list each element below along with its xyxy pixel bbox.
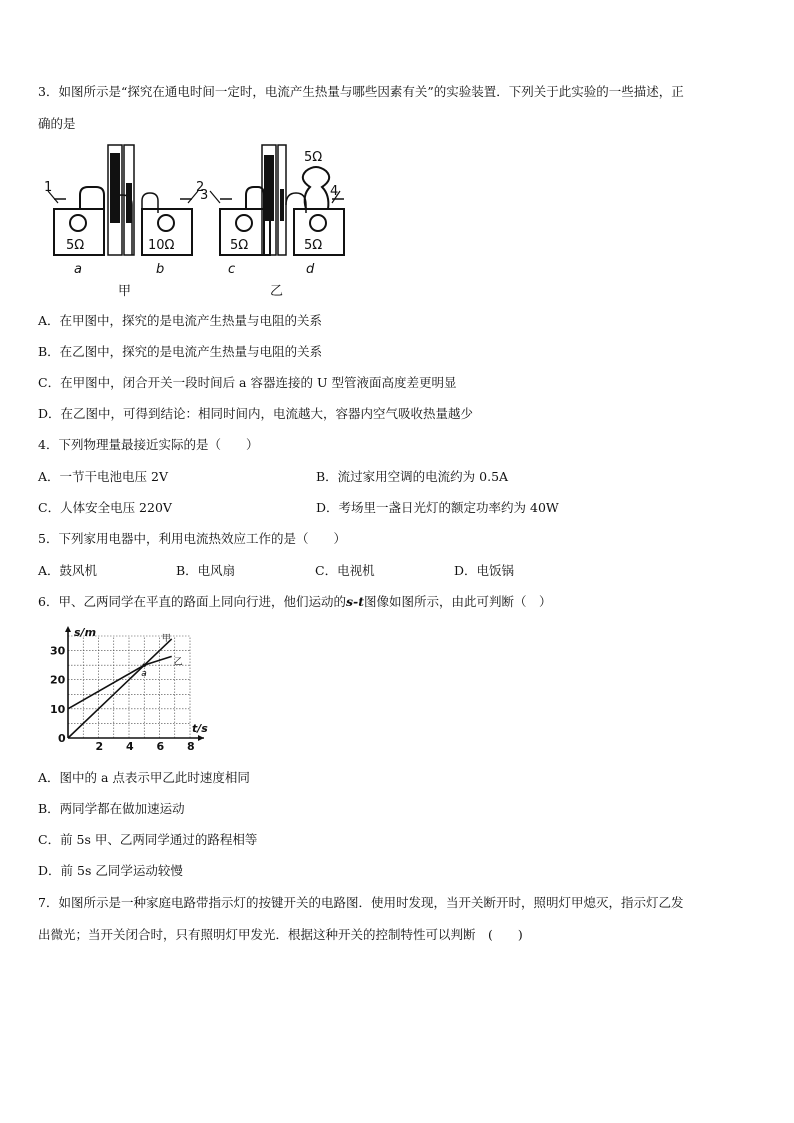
label-1: 1	[44, 180, 53, 195]
q6-stem	[38, 594, 551, 610]
x-axis-arrow	[198, 735, 204, 741]
q6-option-c: C．前 5s 甲、乙两同学通过的路程相等	[38, 832, 258, 847]
caption-yi: 乙	[270, 284, 284, 299]
y-axis-label: s/m	[74, 626, 97, 639]
series-label: 乙	[173, 657, 183, 668]
caption-jia: 甲	[118, 284, 132, 299]
q5-option-d: D．电饭锅	[454, 563, 515, 578]
y-tick-label: 20	[50, 673, 66, 687]
y-tick-label: 30	[50, 644, 66, 658]
q6-stem-var: s-t	[345, 594, 364, 609]
q3-option-c: C．在甲图中，闭合开关一段时间后 a 容器连接的 U 型管液面高度差更明显	[38, 375, 457, 390]
y-tick-label: 10	[50, 702, 66, 716]
q5-option-a: A．鼓风机	[38, 563, 98, 578]
q4-option-b: B．流过家用空调的电流约为 0.5A	[316, 469, 509, 484]
series-label: 甲	[161, 633, 171, 644]
q5-stem: 5．下列家用电器中，利用电流热效应工作的是（ ）	[38, 531, 346, 546]
point-a	[142, 663, 146, 667]
label-r-b: 10Ω	[148, 238, 175, 253]
q5-option-b: B．电风扇	[176, 563, 236, 578]
q6-st-chart	[40, 624, 220, 754]
label-2: 2	[196, 180, 205, 195]
q6-stem-before: 6．甲、乙两同学在平直的路面上同向行进，他们运动的	[38, 594, 346, 609]
q3-stem-line1: 3．如图所示是“探究在通电时间一定时，电流产生热量与哪些因素有关”的实验装置．下列关于此实验的一些描述，正	[38, 84, 684, 99]
label-r-d: 5Ω	[304, 238, 323, 253]
x-axis-label: t/s	[192, 722, 208, 735]
q6-option-d: D．前 5s 乙同学运动较慢	[38, 863, 183, 878]
x-tick-label: 6	[156, 740, 165, 753]
label-a: a	[74, 262, 82, 277]
q6-option-a: A．图中的 a 点表示甲乙此时速度相同	[38, 770, 250, 785]
q3-option-b: B．在乙图中，探究的是电流产生热量与电阻的关系	[38, 344, 323, 359]
q6-option-b: B．两同学都在做加速运动	[38, 801, 185, 816]
label-r-a: 5Ω	[66, 238, 85, 253]
q3-option-a: A．在甲图中，探究的是电流产生热量与电阻的关系	[38, 313, 323, 328]
x-tick-label: 2	[95, 740, 104, 753]
label-d: d	[306, 262, 315, 277]
q5-option-c: C．电视机	[315, 563, 375, 578]
q3-option-d: D．在乙图中，可得到结论：相同时间内，电流越大，容器内空气吸收热量越少	[38, 406, 474, 421]
label-4: 4	[330, 184, 339, 199]
q4-stem: 4．下列物理量最接近实际的是（ ）	[38, 437, 259, 452]
label-b: b	[156, 262, 165, 277]
q4-option-d: D．考场里一盏日光灯的额定功率约为 40W	[316, 500, 559, 515]
q3-figure	[40, 143, 350, 303]
series-line-yi	[68, 656, 172, 708]
point-a-label: a	[141, 669, 147, 680]
label-r-top: 5Ω	[304, 150, 323, 165]
label-c: c	[228, 262, 236, 277]
q7-line2: 出微光；当开关闭合时，只有照明灯甲发光．根据这种开关的控制特性可以判断 ( )	[38, 927, 523, 942]
x-tick-label: 8	[187, 740, 195, 753]
label-3: 3	[200, 188, 209, 203]
q3-stem-line2: 确的是	[38, 116, 76, 131]
q7-line1: 7．如图所示是一种家庭电路带指示灯的按键开关的电路图．使用时发现，当开关断开时，照明灯甲熄灭，指示灯乙发	[38, 895, 684, 910]
y-axis-arrow	[65, 626, 71, 632]
y-tick-label: 0	[58, 732, 66, 745]
q4-option-a: A．一节干电池电压 2V	[38, 469, 168, 484]
x-tick-label: 4	[126, 740, 134, 753]
q6-stem-after: 图像如图所示，由此可判断（ ）	[363, 594, 552, 609]
q4-option-c: C．人体安全电压 220V	[38, 500, 172, 515]
label-r-c: 5Ω	[230, 238, 249, 253]
